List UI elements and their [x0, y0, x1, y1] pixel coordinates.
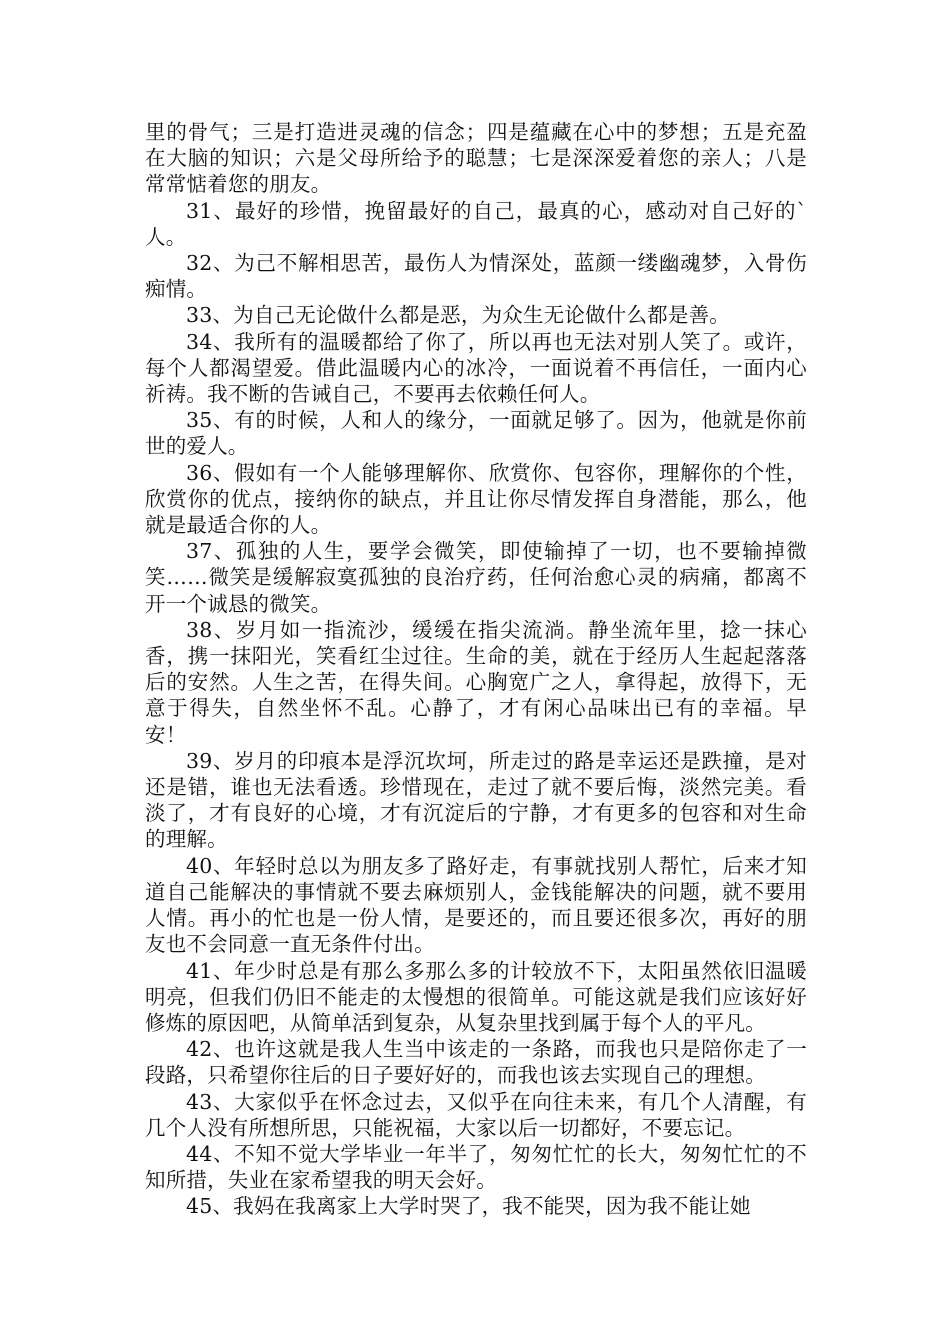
paragraph-39: 39、岁月的印痕本是浮沉坎坷，所走过的路是幸运还是跌撞，是对还是错，谁也无法看透。珍惜现在，走过了就不要后悔，淡然完美。看淡了，才有良好的心境，才有沉淀后的宁静，才有更多的包容和对生命的理解。 — [145, 748, 807, 852]
paragraph-42: 42、也许这就是我人生当中该走的一条路，而我也只是陪你走了一段路，只希望你往后的日子要好好的，而我也该去实现自己的理想。 — [145, 1037, 807, 1088]
paragraph-45: 45、我妈在我离家上大学时哭了，我不能哭，因为我不能让她 — [186, 1194, 751, 1219]
document-body — [145, 119, 807, 1220]
paragraph-40: 40、年轻时总以为朋友多了路好走，有事就找别人帮忙，后来才知道自己能解决的事情就不要去麻烦别人，金钱能解决的问题，就不要用人情。再小的忙也是一份人情，是要还的，而且要还很多次，再好的朋友也不会同意一直无条件付出。 — [145, 853, 807, 957]
paragraph-continuation: 里的骨气；三是打造进灵魂的信念；四是蕴藏在心中的梦想；五是充盈在大脑的知识；六是父母所给予的聪慧；七是深深爱着您的亲人；八是常常惦着您的朋友。 — [145, 120, 807, 197]
paragraph-43: 43、大家似乎在怀念过去，又似乎在向往未来，有几个人清醒，有几个人没有所想所思，只能祝福，大家以后一切都好，不要忘记。 — [145, 1089, 807, 1140]
paragraph-35: 35、有的时候，人和人的缘分，一面就足够了。因为，他就是你前世的爱人。 — [145, 408, 807, 459]
paragraph-37: 37、孤独的人生，要学会微笑，即使输掉了一切，也不要输掉微笑……微笑是缓解寂寞孤独的良治疗药，任何治愈心灵的病痛，都离不开一个诚恳的微笑。 — [145, 539, 807, 616]
paragraph-38: 38、岁月如一指流沙，缓缓在指尖流淌。静坐流年里，捻一抹心香，携一抹阳光，笑看红尘过往。生命的美，就在于经历人生起起落落后的安然。人生之苦，在得失间。心胸宽广之人，拿得起，放得下，无意于得失，自然坐怀不乱。心静了，才有闲心品味出已有的幸福。早安！ — [145, 617, 807, 747]
paragraph-33: 33、为自己无论做什么都是恶，为众生无论做什么都是善。 — [186, 303, 730, 328]
paragraph-41: 41、年少时总是有那么多那么多的计较放不下，太阳虽然依旧温暖明亮，但我们仍旧不能走的太慢想的很简单。可能这就是我们应该好好修炼的原因吧，从简单活到复杂，从复杂里找到属于每个人的平凡。 — [145, 958, 807, 1035]
paragraph-31: 31、最好的珍惜，挽留最好的自己，最真的心，感动对自己好的`人。 — [145, 198, 807, 249]
paragraph-44: 44、不知不觉大学毕业一年半了，匆匆忙忙的长大，匆匆忙忙的不知所措，失业在家希望我的明天会好。 — [145, 1141, 807, 1193]
paragraph-32: 32、为己不解相思苦，最伤人为情深处，蓝颜一缕幽魂梦，入骨伤痴情。 — [145, 251, 807, 302]
paragraph-34: 34、我所有的温暖都给了你了，所以再也无法对别人笑了。或许，每个人都渴望爱。借此温暖内心的冰冷，一面说着不再信任，一面内心祈祷。我不断的告诫自己，不要再去依赖任何人。 — [145, 329, 807, 407]
paragraph-36: 36、假如有一个人能够理解你、欣赏你、包容你，理解你的个性，欣赏你的优点，接纳你的缺点，并且让你尽情发挥自身潜能，那么，他就是最适合你的人。 — [145, 460, 807, 538]
